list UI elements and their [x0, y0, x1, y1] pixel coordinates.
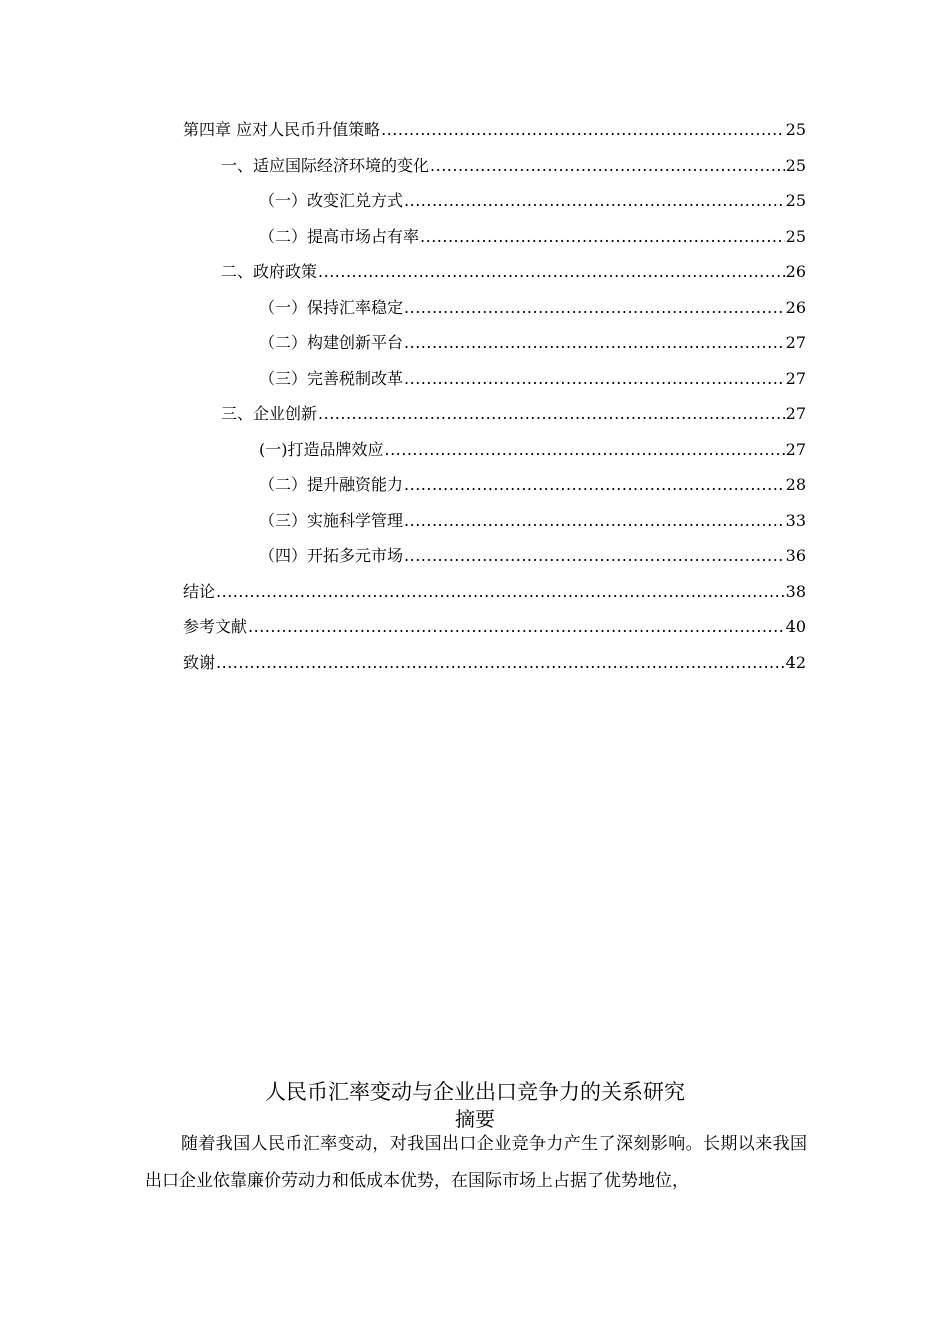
- toc-dot-leader: [430, 148, 785, 184]
- toc-entry-title: 二、政府政策: [221, 262, 318, 281]
- toc-entry[interactable]: [183, 254, 806, 290]
- toc-entry-title: （二）提高市场占有率: [259, 226, 420, 246]
- toc-entry[interactable]: [183, 467, 806, 503]
- toc-entry-title: （四）开拓多元市场: [259, 546, 404, 565]
- toc-page-number: 27: [785, 368, 806, 388]
- toc-dot-leader: [404, 503, 785, 539]
- toc-entry-title: 三、企业创新: [221, 404, 318, 423]
- toc-entry[interactable]: [183, 432, 806, 468]
- toc-entry[interactable]: [183, 148, 806, 184]
- toc-dot-leader: [420, 219, 785, 255]
- toc-entry-title: （三）完善税制改革: [259, 368, 404, 388]
- toc-entry-title: 参考文献: [183, 617, 248, 636]
- toc-dot-leader: [404, 361, 785, 397]
- toc-page-number: 25: [785, 120, 806, 139]
- toc-entry-title: （一）改变汇兑方式: [259, 191, 404, 210]
- toc-page-number: 36: [785, 546, 806, 565]
- toc-entry[interactable]: [183, 183, 806, 219]
- toc-entry[interactable]: [183, 290, 806, 326]
- toc-page-number: 26: [785, 262, 806, 281]
- toc-entry-title: （一）保持汇率稳定: [259, 297, 404, 317]
- toc-page-number: 25: [785, 191, 806, 210]
- toc-page-number: 27: [785, 439, 806, 459]
- toc-entry-title: （二）构建创新平台: [259, 333, 404, 352]
- toc-page-number: 27: [785, 404, 806, 423]
- toc-dot-leader: [404, 467, 785, 503]
- toc-page-number: 25: [785, 155, 806, 175]
- toc-dot-leader: [404, 538, 785, 574]
- toc-dot-leader: [404, 325, 785, 361]
- toc-entry[interactable]: [183, 609, 806, 645]
- toc-entry[interactable]: [183, 112, 806, 148]
- toc-dot-leader: [404, 290, 785, 326]
- toc-dot-leader: [318, 396, 785, 432]
- toc-entry[interactable]: [183, 361, 806, 397]
- toc-entry-title: （二）提升融资能力: [259, 475, 404, 494]
- toc-entry-title: 一、适应国际经济环境的变化: [221, 155, 430, 175]
- toc-entry[interactable]: [183, 396, 806, 432]
- toc-entry[interactable]: [183, 219, 806, 255]
- toc-dot-leader: [318, 254, 785, 290]
- toc-page-number: 38: [785, 581, 806, 601]
- toc-dot-leader: [216, 645, 785, 681]
- toc-page-number: 42: [785, 652, 806, 672]
- toc-page-number: 33: [785, 510, 806, 530]
- toc-page-number: 28: [785, 475, 806, 494]
- toc-entry[interactable]: [183, 325, 806, 361]
- toc-entry[interactable]: [183, 538, 806, 574]
- toc-entry-title: 结论: [183, 581, 216, 601]
- toc-entry[interactable]: [183, 503, 806, 539]
- toc-dot-leader: [385, 432, 785, 468]
- toc-dot-leader: [381, 112, 785, 148]
- toc-entry-title: 致谢: [183, 652, 216, 672]
- toc-entry-title: （三）实施科学管理: [259, 510, 404, 530]
- table-of-contents: [183, 112, 806, 680]
- abstract-heading: 摘要: [455, 1107, 495, 1131]
- toc-dot-leader: [248, 609, 785, 645]
- paper-title: 人民币汇率变动与企业出口竞争力的关系研究: [265, 1080, 685, 1104]
- toc-entry-title: (一)打造品牌效应: [259, 439, 384, 459]
- toc-dot-leader: [404, 183, 785, 219]
- toc-page-number: 27: [785, 333, 806, 352]
- toc-page-number: 40: [785, 617, 806, 636]
- abstract-paragraph: 随着我国人民币汇率变动，对我国出口企业竞争力产生了深刻影响。长期以来我国出口企业依靠廉价劳动力和低成本优势，在国际市场上占据了优势地位，: [145, 1134, 807, 1191]
- toc-dot-leader: [216, 574, 785, 610]
- toc-entry[interactable]: [183, 645, 806, 681]
- toc-page-number: 25: [785, 226, 806, 246]
- toc-page-number: 26: [785, 297, 806, 317]
- toc-entry[interactable]: [183, 574, 806, 610]
- toc-entry-title: 第四章 应对人民币升值策略: [183, 120, 381, 139]
